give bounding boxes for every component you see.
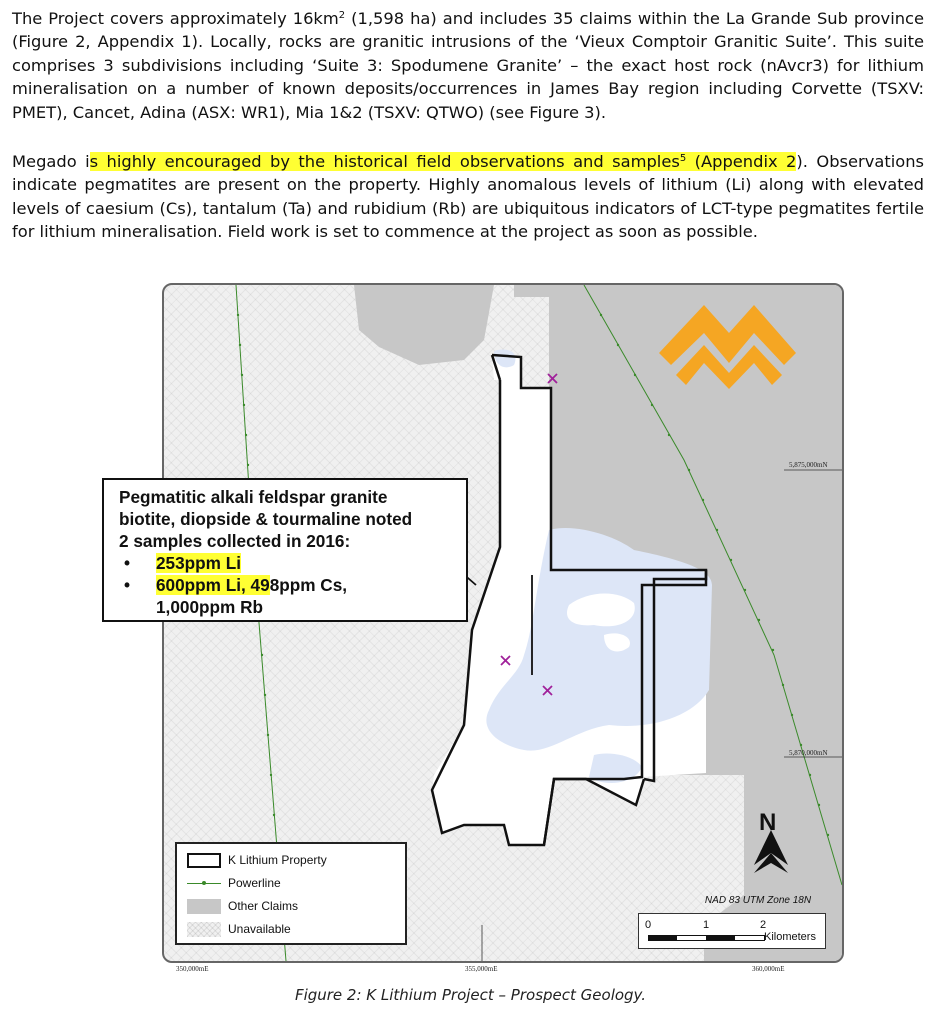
grid-label-355000me: 355,000mE — [465, 965, 498, 973]
scale-bar — [648, 935, 765, 941]
scale-label: 0 — [645, 919, 652, 931]
callout-line: 2 samples collected in 2016: — [119, 531, 351, 551]
sample-list — [119, 552, 466, 618]
unavailable-swatch-icon — [187, 922, 221, 937]
legend-item-unavailable: Unavailable — [177, 919, 291, 939]
sample-item: • 253ppm Li — [119, 552, 466, 574]
highlighted-text: s highly encouraged by the historical field observations and samples$^5$ (Appendix 2 — [89, 152, 797, 171]
scale-label: 1 — [703, 919, 710, 931]
grid-label-5875000mn: 5,875,000mN — [789, 461, 828, 469]
grid-label-5870000mn: 5,870,000mN — [789, 749, 828, 757]
observations-paragraph: Megado is highly encouraged by the historical field observations and samples$^5$ (Appendix 2). Observations indicate pegmatites are present on the property. Highly anomalous levels of lithium (Li) along with elevated levels of caesium (Cs), tantalum (Ta) and rubidium (Rb) are ubiquitous indicators of LCT-type pegmatites fertile for lithium mineralisation. Field work is set to commence at the project as soon as possible. — [12, 152, 925, 242]
property-swatch-icon — [187, 853, 221, 868]
scale-units: Kilometers — [764, 931, 816, 943]
other-claims-area — [354, 285, 494, 365]
sample-item: • 600ppm Li, 498ppm Cs, 1,000ppm Rb — [119, 574, 466, 618]
powerline-swatch-icon — [187, 876, 221, 891]
scale-bar-box — [638, 913, 826, 949]
callout-line: Pegmatitic alkali feldspar granite — [119, 487, 388, 507]
intro-paragraph: The Project covers approximately $16km^2$ (1,598 ha) and includes 35 claims within the La Grande Sub province (Figure 2, Appendix 1). Locally, rocks are granitic intrusions of the ‘Vieux Comptoir Granitic Suite’. This suite comprises 3 subdivisions including ‘Suite 3: Spodumene Granite’ – the exact host rock (nAvcr3) for lithium mineralisation on a number of known deposits/occurrences in James Bay region including Corvette (TSXV: PMET), Cancet, Adina (ASX: WR1), Mia 1&2 (TSXV: QTWO) (see Figure 3). — [12, 9, 925, 122]
callout-line: biotite, diopside & tourmaline noted — [119, 509, 413, 529]
figure-caption: Figure 2: K Lithium Project – Prospect Geology. — [294, 986, 647, 1004]
other-claims-swatch-icon — [187, 899, 221, 914]
legend-item-powerline: Powerline — [177, 873, 281, 893]
projection-label: NAD 83 UTM Zone 18N — [704, 895, 812, 906]
grid-label-350000me: 350,000mE — [176, 965, 209, 973]
scale-label: 2 — [760, 919, 767, 931]
north-label: N — [759, 809, 777, 836]
legend-item-property: K Lithium Property — [177, 850, 327, 870]
legend-item-other-claims: Other Claims — [177, 896, 298, 916]
sample-callout — [102, 478, 468, 622]
other-claims-area — [514, 285, 574, 297]
map-legend — [175, 842, 407, 945]
grid-label-360000me: 360,000mE — [752, 965, 785, 973]
